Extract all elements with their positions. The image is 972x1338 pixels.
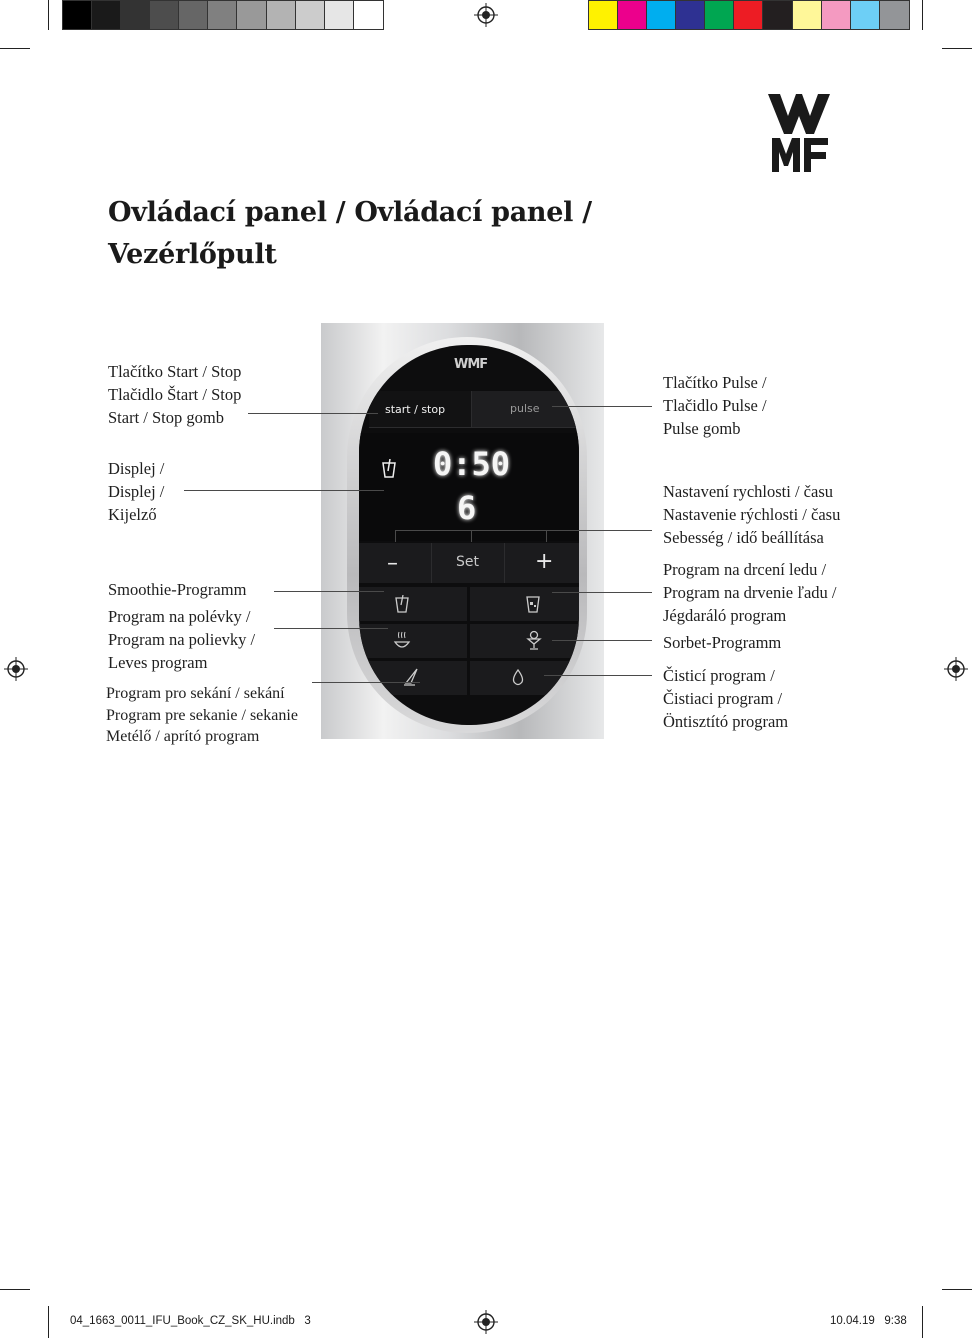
label-line: Leves program [108, 653, 208, 672]
leader-tick [395, 530, 396, 542]
color-swatch [354, 1, 383, 29]
water-drop-icon [510, 667, 526, 687]
color-swatch [179, 1, 208, 29]
color-swatch [880, 1, 909, 29]
chop-button[interactable] [359, 661, 467, 695]
crop-mark [922, 0, 923, 30]
color-swatch [734, 1, 763, 29]
color-swatch [237, 1, 266, 29]
sorbet-button[interactable] [470, 624, 579, 658]
label-start-stop [108, 360, 241, 429]
smoothie-glass-icon [381, 459, 397, 479]
label-line: Program na drcení ledu / [663, 560, 827, 579]
leader-line [552, 640, 652, 641]
label-line: Tlačidlo Štart / Stop [108, 385, 242, 404]
color-swatch [208, 1, 237, 29]
label-pulse [663, 371, 767, 440]
footer-file-info: 04_1663_0011_IFU_Book_CZ_SK_HU.indb 3 [70, 1315, 311, 1327]
wmf-logo [766, 92, 832, 174]
color-swatch [763, 1, 792, 29]
leader-line [248, 413, 378, 414]
footer-date: 10.04.19 9:38 [830, 1315, 907, 1327]
soup-button[interactable] [359, 624, 467, 658]
leader-line [274, 591, 384, 592]
color-swatch [822, 1, 851, 29]
page-title [108, 192, 592, 276]
smoothie-button[interactable] [359, 587, 467, 621]
color-swatch [589, 1, 618, 29]
registration-mark-icon [944, 657, 968, 681]
color-bar [588, 0, 910, 30]
color-swatch [851, 1, 880, 29]
leader-line [395, 530, 652, 531]
label-sorbet [663, 631, 781, 654]
start-stop-button[interactable] [369, 391, 471, 428]
color-swatch [676, 1, 705, 29]
label-line: Program pro sekání / sekání [106, 685, 285, 702]
color-swatch [705, 1, 734, 29]
speed-readout: 6 [457, 489, 477, 527]
plus-button[interactable] [505, 543, 579, 583]
crop-mark [942, 1289, 972, 1290]
label-line: Displej / [108, 482, 165, 501]
label-line: Nastavení rychlosti / času [663, 482, 833, 501]
color-swatch [92, 1, 121, 29]
leader-line [552, 406, 652, 407]
label-speed-time [663, 480, 840, 549]
label-chop [106, 683, 298, 748]
crop-mark [922, 1306, 923, 1338]
label-line: Öntisztító program [663, 712, 789, 731]
color-swatch [121, 1, 150, 29]
set-button[interactable] [432, 543, 505, 583]
leader-tick [471, 530, 472, 542]
color-swatch [63, 1, 92, 29]
label-line: Čisticí program / [663, 666, 775, 685]
leader-line [544, 675, 652, 676]
label-line: Metélő / aprító program [106, 728, 260, 745]
label-line: Čistiaci program / [663, 689, 783, 708]
color-swatch [325, 1, 354, 29]
label-smoothie [108, 578, 246, 601]
registration-mark-icon [474, 3, 498, 27]
registration-mark-icon [4, 657, 28, 681]
label-line: Start / Stop gomb [108, 408, 224, 427]
soup-bowl-icon [393, 630, 411, 650]
label-soup [108, 605, 255, 674]
leader-line [312, 682, 420, 683]
color-swatch [618, 1, 647, 29]
label-line: Pulse gomb [663, 419, 741, 438]
title-line: Vezérlőpult [108, 239, 277, 270]
crop-mark [48, 0, 49, 30]
label-line: Program na polievky / [108, 630, 256, 649]
label-ice [663, 558, 836, 627]
label-line: Tlačítko Pulse / [663, 373, 767, 392]
leader-line [552, 592, 652, 593]
crop-mark [0, 1289, 30, 1290]
label-line: Nastavenie rýchlosti / času [663, 505, 841, 524]
leader-line [184, 490, 384, 491]
minus-button[interactable] [359, 543, 432, 583]
crop-mark [0, 48, 30, 49]
crop-mark [48, 1306, 49, 1338]
color-swatch [296, 1, 325, 29]
pulse-label: pulse [510, 402, 540, 415]
ice-glass-icon [526, 595, 540, 613]
control-panel-photo [321, 323, 604, 739]
label-line: Smoothie-Programm [108, 580, 247, 599]
color-swatch [267, 1, 296, 29]
color-swatch [647, 1, 676, 29]
label-line: Tlačidlo Pulse / [663, 396, 767, 415]
registration-mark-icon [474, 1310, 498, 1334]
panel-logo: WMF [454, 357, 488, 372]
label-clean [663, 664, 788, 733]
label-line: Program na polévky / [108, 607, 251, 626]
leader-tick [546, 530, 547, 542]
smoothie-glass-icon [395, 595, 409, 613]
start-stop-label: start / stop [385, 403, 446, 416]
title-line: Ovládací panel / Ovládací panel / [108, 197, 592, 228]
color-swatch [793, 1, 822, 29]
label-line: Program pre sekanie / sekanie [106, 706, 298, 724]
label-line: Program na drvenie ľadu / [663, 583, 837, 602]
pulse-button[interactable] [471, 391, 579, 428]
display [359, 433, 579, 541]
clean-button[interactable] [470, 661, 579, 695]
plus-label: + [535, 549, 554, 574]
gray-scale-bar [62, 0, 384, 30]
label-line: Sebesség / idő beállítása [663, 528, 824, 547]
label-display [108, 457, 164, 526]
label-line: Displej / [108, 459, 165, 478]
label-line: Tlačítko Start / Stop [108, 362, 242, 381]
crop-mark [942, 48, 972, 49]
leader-line [274, 628, 388, 629]
set-label: Set [456, 554, 479, 570]
label-line: Sorbet-Programm [663, 633, 782, 652]
time-readout: 0:50 [433, 445, 511, 483]
knife-icon [403, 667, 419, 687]
label-line: Kijelző [108, 505, 157, 524]
sorbet-cup-icon [526, 630, 542, 650]
color-swatch [150, 1, 179, 29]
minus-label: – [387, 551, 398, 576]
label-line: Jégdaráló program [663, 606, 787, 625]
